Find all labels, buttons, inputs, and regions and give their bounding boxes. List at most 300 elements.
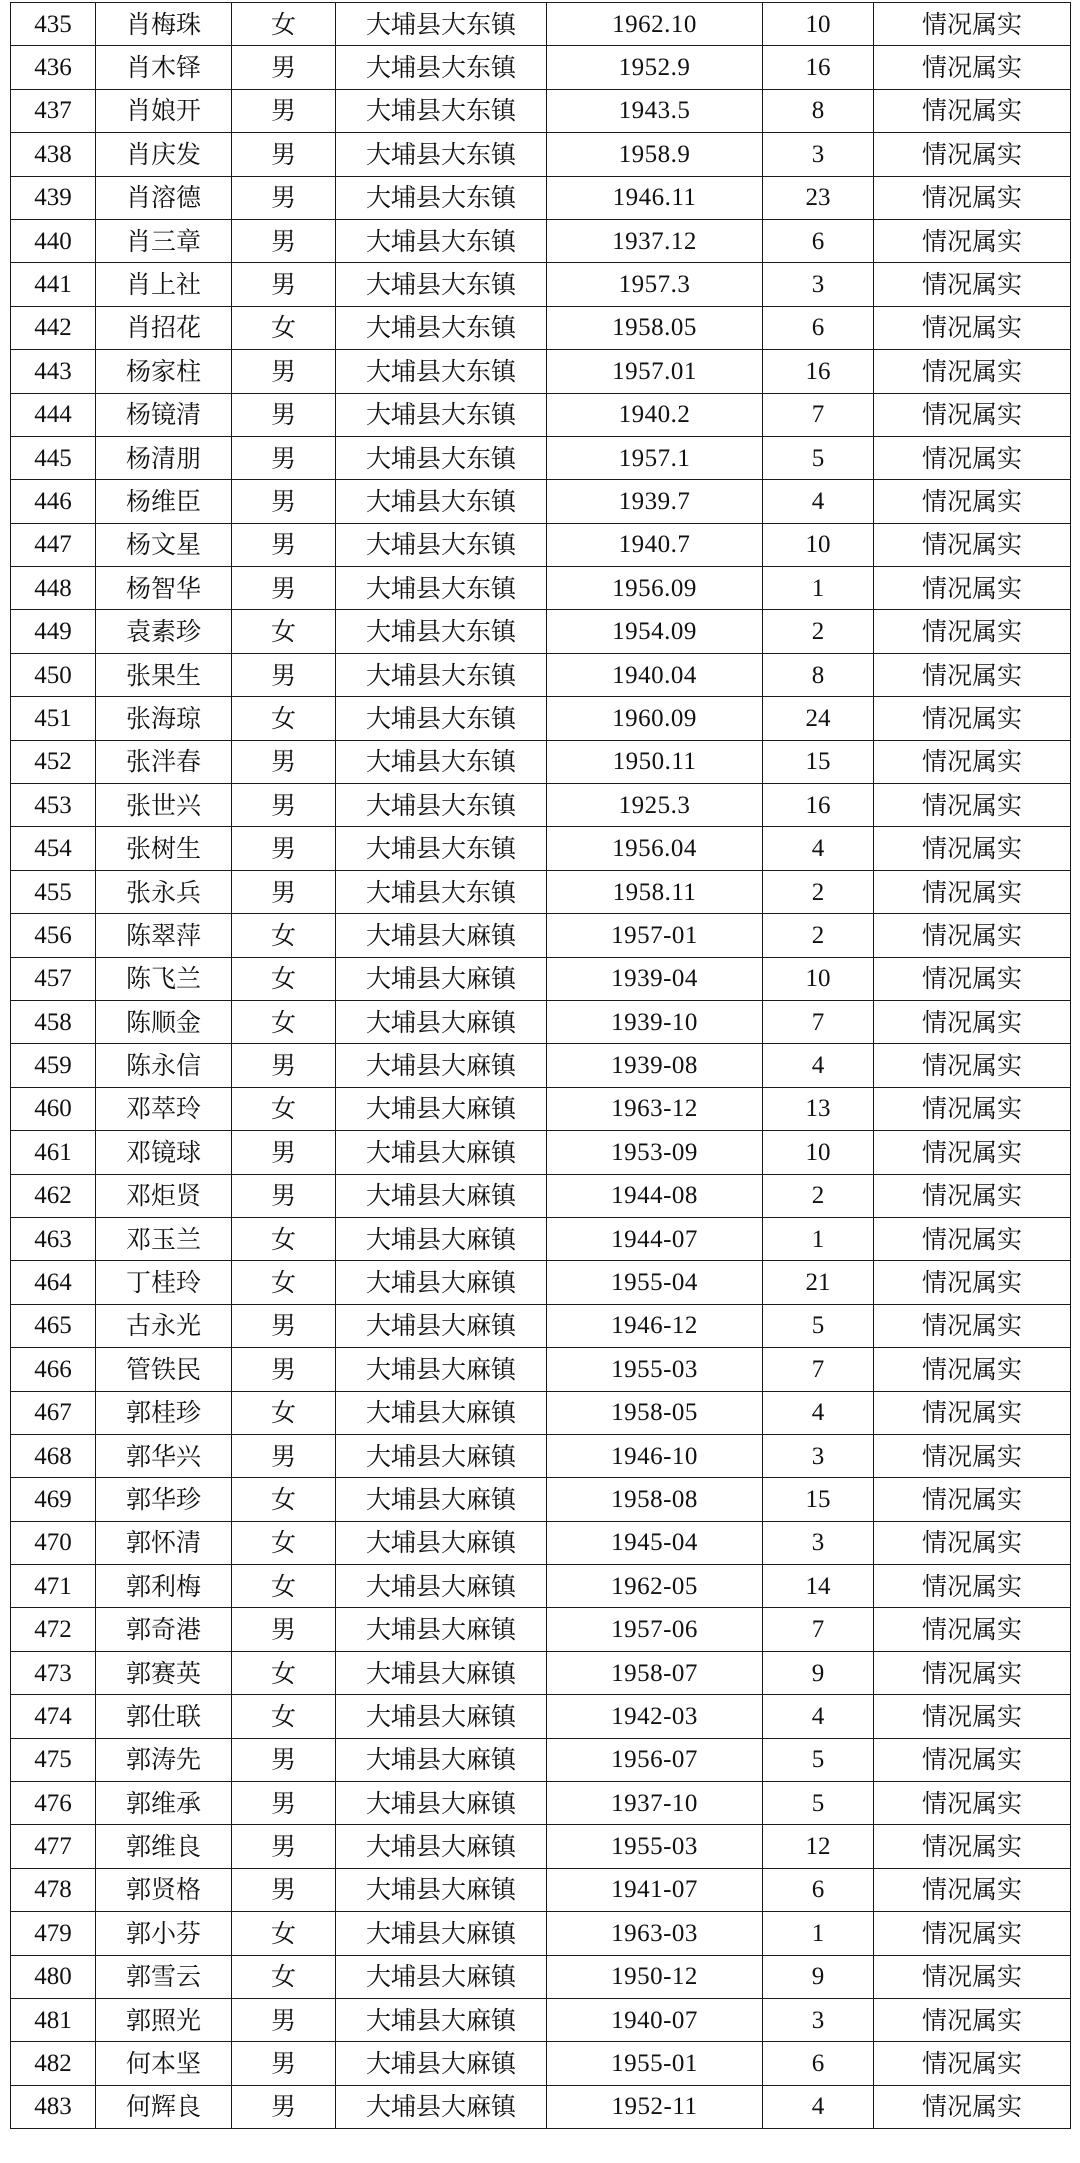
count-cell: 21 <box>763 1261 874 1304</box>
date-cell: 1942-03 <box>547 1695 763 1738</box>
address-cell: 大埔县大东镇 <box>336 523 547 566</box>
serial-number-cell: 459 <box>11 1044 96 1087</box>
address-cell: 大埔县大东镇 <box>336 610 547 653</box>
name-cell: 郭仕联 <box>96 1695 232 1738</box>
address-cell: 大埔县大东镇 <box>336 827 547 870</box>
verification-status-cell: 情况属实 <box>874 350 1071 393</box>
table-row <box>11 176 1071 219</box>
name-cell: 杨智华 <box>96 567 232 610</box>
count-cell: 6 <box>763 306 874 349</box>
table-row <box>11 1955 1071 1998</box>
table-row <box>11 653 1071 696</box>
name-cell: 张海琼 <box>96 697 232 740</box>
verification-status-cell: 情况属实 <box>874 176 1071 219</box>
verification-status-cell: 情况属实 <box>874 393 1071 436</box>
gender-cell: 男 <box>232 1868 336 1911</box>
table-row <box>11 393 1071 436</box>
verification-status-cell: 情况属实 <box>874 1695 1071 1738</box>
address-cell: 大埔县大麻镇 <box>336 1738 547 1781</box>
count-cell: 4 <box>763 1044 874 1087</box>
verification-status-cell: 情况属实 <box>874 1998 1071 2041</box>
gender-cell: 男 <box>232 89 336 132</box>
name-cell: 陈永信 <box>96 1044 232 1087</box>
table-row <box>11 89 1071 132</box>
address-cell: 大埔县大麻镇 <box>336 1998 547 2041</box>
table-row <box>11 1087 1071 1130</box>
gender-cell: 女 <box>232 1955 336 1998</box>
date-cell: 1943.5 <box>547 89 763 132</box>
table-row <box>11 1782 1071 1825</box>
date-cell: 1957-06 <box>547 1608 763 1651</box>
date-cell: 1946.11 <box>547 176 763 219</box>
name-cell: 肖三章 <box>96 219 232 262</box>
address-cell: 大埔县大麻镇 <box>336 1478 547 1521</box>
table-row <box>11 1174 1071 1217</box>
verification-status-cell: 情况属实 <box>874 2085 1071 2128</box>
date-cell: 1937-10 <box>547 1782 763 1825</box>
gender-cell: 男 <box>232 523 336 566</box>
gender-cell: 男 <box>232 219 336 262</box>
address-cell: 大埔县大东镇 <box>336 567 547 610</box>
table-row <box>11 1217 1071 1260</box>
verification-status-cell: 情况属实 <box>874 567 1071 610</box>
name-cell: 杨家柱 <box>96 350 232 393</box>
date-cell: 1944-07 <box>547 1217 763 1260</box>
name-cell: 郭维承 <box>96 1782 232 1825</box>
gender-cell: 女 <box>232 610 336 653</box>
count-cell: 10 <box>763 957 874 1000</box>
address-cell: 大埔县大麻镇 <box>336 1565 547 1608</box>
count-cell: 3 <box>763 1521 874 1564</box>
serial-number-cell: 474 <box>11 1695 96 1738</box>
count-cell: 4 <box>763 1695 874 1738</box>
serial-number-cell: 448 <box>11 567 96 610</box>
verification-status-cell: 情况属实 <box>874 1434 1071 1477</box>
gender-cell: 男 <box>232 350 336 393</box>
table-row <box>11 1608 1071 1651</box>
serial-number-cell: 465 <box>11 1304 96 1347</box>
date-cell: 1954.09 <box>547 610 763 653</box>
table-row <box>11 914 1071 957</box>
count-cell: 1 <box>763 1217 874 1260</box>
count-cell: 5 <box>763 1304 874 1347</box>
date-cell: 1962.10 <box>547 3 763 46</box>
date-cell: 1958-07 <box>547 1651 763 1694</box>
gender-cell: 男 <box>232 870 336 913</box>
serial-number-cell: 473 <box>11 1651 96 1694</box>
table-row <box>11 1261 1071 1304</box>
name-cell: 陈顺金 <box>96 1000 232 1043</box>
address-cell: 大埔县大麻镇 <box>336 1651 547 1694</box>
date-cell: 1958.11 <box>547 870 763 913</box>
table-row <box>11 870 1071 913</box>
gender-cell: 男 <box>232 827 336 870</box>
count-cell: 1 <box>763 567 874 610</box>
name-cell: 郭贤格 <box>96 1868 232 1911</box>
serial-number-cell: 481 <box>11 1998 96 2041</box>
address-cell: 大埔县大麻镇 <box>336 1912 547 1955</box>
date-cell: 1952-11 <box>547 2085 763 2128</box>
serial-number-cell: 479 <box>11 1912 96 1955</box>
table-row <box>11 1998 1071 2041</box>
verification-status-cell: 情况属实 <box>874 1000 1071 1043</box>
table-row <box>11 1391 1071 1434</box>
address-cell: 大埔县大东镇 <box>336 436 547 479</box>
records-table <box>10 2 1071 2129</box>
verification-status-cell: 情况属实 <box>874 263 1071 306</box>
address-cell: 大埔县大东镇 <box>336 89 547 132</box>
count-cell: 9 <box>763 1955 874 1998</box>
date-cell: 1956.04 <box>547 827 763 870</box>
serial-number-cell: 462 <box>11 1174 96 1217</box>
verification-status-cell: 情况属实 <box>874 697 1071 740</box>
serial-number-cell: 478 <box>11 1868 96 1911</box>
gender-cell: 男 <box>232 393 336 436</box>
count-cell: 13 <box>763 1087 874 1130</box>
verification-status-cell: 情况属实 <box>874 1782 1071 1825</box>
address-cell: 大埔县大东镇 <box>336 740 547 783</box>
verification-status-cell: 情况属实 <box>874 1044 1071 1087</box>
address-cell: 大埔县大麻镇 <box>336 2042 547 2085</box>
verification-status-cell: 情况属实 <box>874 1651 1071 1694</box>
date-cell: 1957-01 <box>547 914 763 957</box>
serial-number-cell: 458 <box>11 1000 96 1043</box>
count-cell: 15 <box>763 1478 874 1521</box>
verification-status-cell: 情况属实 <box>874 436 1071 479</box>
serial-number-cell: 440 <box>11 219 96 262</box>
count-cell: 24 <box>763 697 874 740</box>
verification-status-cell: 情况属实 <box>874 827 1071 870</box>
serial-number-cell: 439 <box>11 176 96 219</box>
name-cell: 肖梅珠 <box>96 3 232 46</box>
serial-number-cell: 443 <box>11 350 96 393</box>
count-cell: 10 <box>763 523 874 566</box>
verification-status-cell: 情况属实 <box>874 914 1071 957</box>
gender-cell: 男 <box>232 1131 336 1174</box>
verification-status-cell: 情况属实 <box>874 3 1071 46</box>
address-cell: 大埔县大麻镇 <box>336 1695 547 1738</box>
count-cell: 7 <box>763 393 874 436</box>
name-cell: 肖溶德 <box>96 176 232 219</box>
serial-number-cell: 470 <box>11 1521 96 1564</box>
date-cell: 1955-03 <box>547 1825 763 1868</box>
name-cell: 杨文星 <box>96 523 232 566</box>
verification-status-cell: 情况属实 <box>874 784 1071 827</box>
address-cell: 大埔县大麻镇 <box>336 2085 547 2128</box>
serial-number-cell: 449 <box>11 610 96 653</box>
serial-number-cell: 463 <box>11 1217 96 1260</box>
name-cell: 郭小芬 <box>96 1912 232 1955</box>
gender-cell: 女 <box>232 3 336 46</box>
table-row <box>11 567 1071 610</box>
name-cell: 肖木铎 <box>96 46 232 89</box>
gender-cell: 男 <box>232 653 336 696</box>
gender-cell: 女 <box>232 1521 336 1564</box>
serial-number-cell: 450 <box>11 653 96 696</box>
address-cell: 大埔县大东镇 <box>336 697 547 740</box>
serial-number-cell: 444 <box>11 393 96 436</box>
verification-status-cell: 情况属实 <box>874 653 1071 696</box>
gender-cell: 男 <box>232 1304 336 1347</box>
date-cell: 1958-05 <box>547 1391 763 1434</box>
serial-number-cell: 460 <box>11 1087 96 1130</box>
date-cell: 1957.1 <box>547 436 763 479</box>
date-cell: 1960.09 <box>547 697 763 740</box>
date-cell: 1946-12 <box>547 1304 763 1347</box>
gender-cell: 女 <box>232 1000 336 1043</box>
verification-status-cell: 情况属实 <box>874 89 1071 132</box>
document-sheet <box>10 2 1070 2129</box>
records-table-body <box>11 3 1071 2129</box>
verification-status-cell: 情况属实 <box>874 1304 1071 1347</box>
verification-status-cell: 情况属实 <box>874 1825 1071 1868</box>
name-cell: 张泮春 <box>96 740 232 783</box>
serial-number-cell: 437 <box>11 89 96 132</box>
table-row <box>11 1131 1071 1174</box>
gender-cell: 男 <box>232 1782 336 1825</box>
address-cell: 大埔县大麻镇 <box>336 1000 547 1043</box>
name-cell: 何辉良 <box>96 2085 232 2128</box>
date-cell: 1953-09 <box>547 1131 763 1174</box>
serial-number-cell: 464 <box>11 1261 96 1304</box>
date-cell: 1957.01 <box>547 350 763 393</box>
date-cell: 1946-10 <box>547 1434 763 1477</box>
address-cell: 大埔县大东镇 <box>336 219 547 262</box>
count-cell: 8 <box>763 89 874 132</box>
verification-status-cell: 情况属实 <box>874 133 1071 176</box>
table-row <box>11 2085 1071 2128</box>
gender-cell: 男 <box>232 2042 336 2085</box>
verification-status-cell: 情况属实 <box>874 306 1071 349</box>
gender-cell: 男 <box>232 480 336 523</box>
table-row <box>11 523 1071 566</box>
table-row <box>11 1565 1071 1608</box>
count-cell: 4 <box>763 1391 874 1434</box>
address-cell: 大埔县大麻镇 <box>336 1348 547 1391</box>
name-cell: 郭桂珍 <box>96 1391 232 1434</box>
name-cell: 郭雪云 <box>96 1955 232 1998</box>
verification-status-cell: 情况属实 <box>874 1087 1071 1130</box>
verification-status-cell: 情况属实 <box>874 480 1071 523</box>
date-cell: 1955-04 <box>547 1261 763 1304</box>
address-cell: 大埔县大麻镇 <box>336 914 547 957</box>
name-cell: 郭华珍 <box>96 1478 232 1521</box>
table-row <box>11 1478 1071 1521</box>
name-cell: 张果生 <box>96 653 232 696</box>
serial-number-cell: 472 <box>11 1608 96 1651</box>
address-cell: 大埔县大麻镇 <box>336 1261 547 1304</box>
count-cell: 2 <box>763 914 874 957</box>
date-cell: 1940.2 <box>547 393 763 436</box>
gender-cell: 男 <box>232 1174 336 1217</box>
verification-status-cell: 情况属实 <box>874 1478 1071 1521</box>
verification-status-cell: 情况属实 <box>874 610 1071 653</box>
date-cell: 1956.09 <box>547 567 763 610</box>
table-row <box>11 827 1071 870</box>
count-cell: 7 <box>763 1348 874 1391</box>
verification-status-cell: 情况属实 <box>874 1955 1071 1998</box>
serial-number-cell: 480 <box>11 1955 96 1998</box>
date-cell: 1963-12 <box>547 1087 763 1130</box>
table-row <box>11 436 1071 479</box>
date-cell: 1940-07 <box>547 1998 763 2041</box>
name-cell: 张树生 <box>96 827 232 870</box>
gender-cell: 男 <box>232 1738 336 1781</box>
table-row <box>11 957 1071 1000</box>
gender-cell: 男 <box>232 263 336 306</box>
address-cell: 大埔县大麻镇 <box>336 1174 547 1217</box>
table-row <box>11 1912 1071 1955</box>
name-cell: 陈翠萍 <box>96 914 232 957</box>
name-cell: 郭利梅 <box>96 1565 232 1608</box>
gender-cell: 男 <box>232 784 336 827</box>
date-cell: 1955-03 <box>547 1348 763 1391</box>
date-cell: 1950.11 <box>547 740 763 783</box>
serial-number-cell: 466 <box>11 1348 96 1391</box>
serial-number-cell: 471 <box>11 1565 96 1608</box>
gender-cell: 男 <box>232 436 336 479</box>
verification-status-cell: 情况属实 <box>874 1738 1071 1781</box>
date-cell: 1963-03 <box>547 1912 763 1955</box>
date-cell: 1958.9 <box>547 133 763 176</box>
name-cell: 郭怀清 <box>96 1521 232 1564</box>
serial-number-cell: 447 <box>11 523 96 566</box>
name-cell: 肖招花 <box>96 306 232 349</box>
name-cell: 郭奇港 <box>96 1608 232 1651</box>
count-cell: 16 <box>763 350 874 393</box>
count-cell: 4 <box>763 827 874 870</box>
table-row <box>11 306 1071 349</box>
table-row <box>11 740 1071 783</box>
table-row <box>11 1695 1071 1738</box>
count-cell: 10 <box>763 1131 874 1174</box>
gender-cell: 女 <box>232 1478 336 1521</box>
name-cell: 邓玉兰 <box>96 1217 232 1260</box>
serial-number-cell: 435 <box>11 3 96 46</box>
name-cell: 杨维臣 <box>96 480 232 523</box>
count-cell: 16 <box>763 46 874 89</box>
verification-status-cell: 情况属实 <box>874 1608 1071 1651</box>
address-cell: 大埔县大东镇 <box>336 176 547 219</box>
date-cell: 1957.3 <box>547 263 763 306</box>
count-cell: 6 <box>763 219 874 262</box>
name-cell: 邓炬贤 <box>96 1174 232 1217</box>
count-cell: 3 <box>763 133 874 176</box>
table-row <box>11 3 1071 46</box>
serial-number-cell: 436 <box>11 46 96 89</box>
address-cell: 大埔县大东镇 <box>336 3 547 46</box>
serial-number-cell: 461 <box>11 1131 96 1174</box>
gender-cell: 男 <box>232 1825 336 1868</box>
serial-number-cell: 451 <box>11 697 96 740</box>
table-row <box>11 1304 1071 1347</box>
address-cell: 大埔县大麻镇 <box>336 1868 547 1911</box>
count-cell: 3 <box>763 1434 874 1477</box>
date-cell: 1945-04 <box>547 1521 763 1564</box>
count-cell: 7 <box>763 1000 874 1043</box>
serial-number-cell: 457 <box>11 957 96 1000</box>
name-cell: 肖上社 <box>96 263 232 306</box>
address-cell: 大埔县大东镇 <box>336 653 547 696</box>
address-cell: 大埔县大东镇 <box>336 46 547 89</box>
address-cell: 大埔县大东镇 <box>336 350 547 393</box>
serial-number-cell: 452 <box>11 740 96 783</box>
date-cell: 1939.7 <box>547 480 763 523</box>
serial-number-cell: 442 <box>11 306 96 349</box>
serial-number-cell: 468 <box>11 1434 96 1477</box>
count-cell: 7 <box>763 1608 874 1651</box>
date-cell: 1940.04 <box>547 653 763 696</box>
address-cell: 大埔县大麻镇 <box>336 1955 547 1998</box>
gender-cell: 男 <box>232 133 336 176</box>
address-cell: 大埔县大麻镇 <box>336 1782 547 1825</box>
gender-cell: 女 <box>232 1391 336 1434</box>
gender-cell: 男 <box>232 567 336 610</box>
verification-status-cell: 情况属实 <box>874 2042 1071 2085</box>
count-cell: 6 <box>763 1868 874 1911</box>
table-row <box>11 1521 1071 1564</box>
gender-cell: 女 <box>232 957 336 1000</box>
date-cell: 1940.7 <box>547 523 763 566</box>
gender-cell: 男 <box>232 1608 336 1651</box>
table-row <box>11 697 1071 740</box>
serial-number-cell: 467 <box>11 1391 96 1434</box>
verification-status-cell: 情况属实 <box>874 523 1071 566</box>
count-cell: 4 <box>763 2085 874 2128</box>
count-cell: 4 <box>763 480 874 523</box>
verification-status-cell: 情况属实 <box>874 1217 1071 1260</box>
date-cell: 1939-10 <box>547 1000 763 1043</box>
address-cell: 大埔县大麻镇 <box>336 1608 547 1651</box>
gender-cell: 男 <box>232 176 336 219</box>
table-row <box>11 1000 1071 1043</box>
count-cell: 3 <box>763 263 874 306</box>
serial-number-cell: 438 <box>11 133 96 176</box>
address-cell: 大埔县大麻镇 <box>336 1391 547 1434</box>
serial-number-cell: 453 <box>11 784 96 827</box>
address-cell: 大埔县大麻镇 <box>336 957 547 1000</box>
address-cell: 大埔县大麻镇 <box>336 1825 547 1868</box>
count-cell: 15 <box>763 740 874 783</box>
count-cell: 6 <box>763 2042 874 2085</box>
address-cell: 大埔县大东镇 <box>336 784 547 827</box>
date-cell: 1937.12 <box>547 219 763 262</box>
gender-cell: 女 <box>232 1087 336 1130</box>
address-cell: 大埔县大东镇 <box>336 263 547 306</box>
name-cell: 郭赛英 <box>96 1651 232 1694</box>
serial-number-cell: 469 <box>11 1478 96 1521</box>
gender-cell: 女 <box>232 306 336 349</box>
table-row <box>11 480 1071 523</box>
name-cell: 郭照光 <box>96 1998 232 2041</box>
table-row <box>11 784 1071 827</box>
count-cell: 2 <box>763 1174 874 1217</box>
name-cell: 肖娘开 <box>96 89 232 132</box>
gender-cell: 女 <box>232 1695 336 1738</box>
date-cell: 1956-07 <box>547 1738 763 1781</box>
name-cell: 肖庆发 <box>96 133 232 176</box>
name-cell: 何本坚 <box>96 2042 232 2085</box>
serial-number-cell: 455 <box>11 870 96 913</box>
verification-status-cell: 情况属实 <box>874 957 1071 1000</box>
address-cell: 大埔县大东镇 <box>336 480 547 523</box>
name-cell: 丁桂玲 <box>96 1261 232 1304</box>
serial-number-cell: 476 <box>11 1782 96 1825</box>
name-cell: 张世兴 <box>96 784 232 827</box>
date-cell: 1962-05 <box>547 1565 763 1608</box>
date-cell: 1955-01 <box>547 2042 763 2085</box>
address-cell: 大埔县大麻镇 <box>336 1087 547 1130</box>
